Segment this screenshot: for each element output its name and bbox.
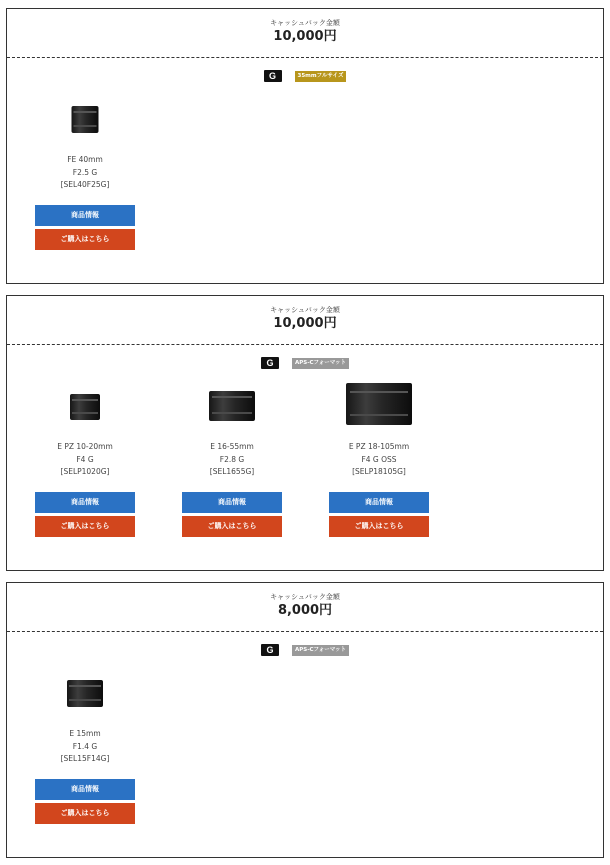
product-model: [SELP18105G]	[352, 467, 406, 476]
cashback-label: キャッシュバック金額	[270, 19, 340, 27]
lens-icon	[346, 383, 412, 425]
cashback-panel-sel15f14g	[6, 582, 604, 858]
product-name-line1: E PZ 10-20mm	[57, 442, 113, 451]
cashback-header	[7, 9, 603, 58]
product-info-button[interactable]: 商品情報	[35, 779, 135, 800]
product-info-button[interactable]: 商品情報	[35, 492, 135, 513]
badge-row	[7, 644, 603, 656]
product-name-line1: FE 40mm	[67, 155, 103, 164]
buy-button[interactable]: ご購入はこちら	[35, 516, 135, 537]
cashback-amount: 8,000円	[277, 603, 333, 618]
product-name	[25, 441, 145, 479]
g-master-logo-icon: G	[264, 70, 282, 82]
badge-row	[7, 357, 603, 369]
lens-image	[182, 385, 282, 427]
product-name-line2: F4 G	[76, 454, 94, 464]
lens-image	[35, 98, 135, 140]
lens-image	[329, 385, 429, 427]
lens-image	[35, 672, 135, 714]
lens-icon	[72, 106, 99, 133]
lens-icon	[70, 394, 100, 420]
cashback-label: キャッシュバック金額	[270, 306, 340, 314]
product-name	[25, 154, 145, 192]
product-name-line2: F4 G OSS	[361, 454, 397, 464]
cashback-panel-sel40f25g	[6, 8, 604, 284]
product-name-line2: F1.4 G	[72, 741, 98, 751]
format-badge-apsc: APS-Cフォーマット	[292, 358, 349, 369]
product-name	[319, 441, 439, 479]
product-model: [SEL40F25G]	[60, 180, 110, 189]
product-name-line2: F2.5 G	[72, 167, 98, 177]
g-master-logo-icon: G	[261, 644, 279, 656]
cashback-header	[7, 296, 603, 345]
product-model: [SELP1020G]	[60, 467, 110, 476]
cashback-label: キャッシュバック金額	[270, 593, 340, 601]
cashback-amount: 10,000円	[273, 316, 337, 331]
g-master-logo-icon: G	[261, 357, 279, 369]
product-name-line1: E 15mm	[69, 729, 101, 738]
product-name-line1: E 16-55mm	[210, 442, 254, 451]
product-info-button[interactable]: 商品情報	[182, 492, 282, 513]
format-badge-fullframe: 35mmフルサイズ	[295, 71, 347, 82]
product-name-line2: F2.8 G	[219, 454, 245, 464]
cashback-header	[7, 583, 603, 632]
buy-button[interactable]: ご購入はこちら	[329, 516, 429, 537]
product-name	[25, 728, 145, 766]
badge-row	[7, 70, 603, 82]
product-model: [SEL15F14G]	[60, 754, 110, 763]
buy-button[interactable]: ご購入はこちら	[35, 803, 135, 824]
cashback-panel-apsc-zooms	[6, 295, 604, 571]
product-info-button[interactable]: 商品情報	[329, 492, 429, 513]
product-name-line1: E PZ 18-105mm	[348, 442, 410, 451]
lens-icon	[209, 391, 255, 421]
product-info-button[interactable]: 商品情報	[35, 205, 135, 226]
lens-icon	[67, 680, 103, 707]
buy-button[interactable]: ご購入はこちら	[182, 516, 282, 537]
buy-button[interactable]: ご購入はこちら	[35, 229, 135, 250]
format-badge-apsc: APS-Cフォーマット	[292, 645, 349, 656]
cashback-amount: 10,000円	[273, 29, 337, 44]
product-model: [SEL1655G]	[209, 467, 255, 476]
product-name	[172, 441, 292, 479]
lens-image	[35, 385, 135, 427]
